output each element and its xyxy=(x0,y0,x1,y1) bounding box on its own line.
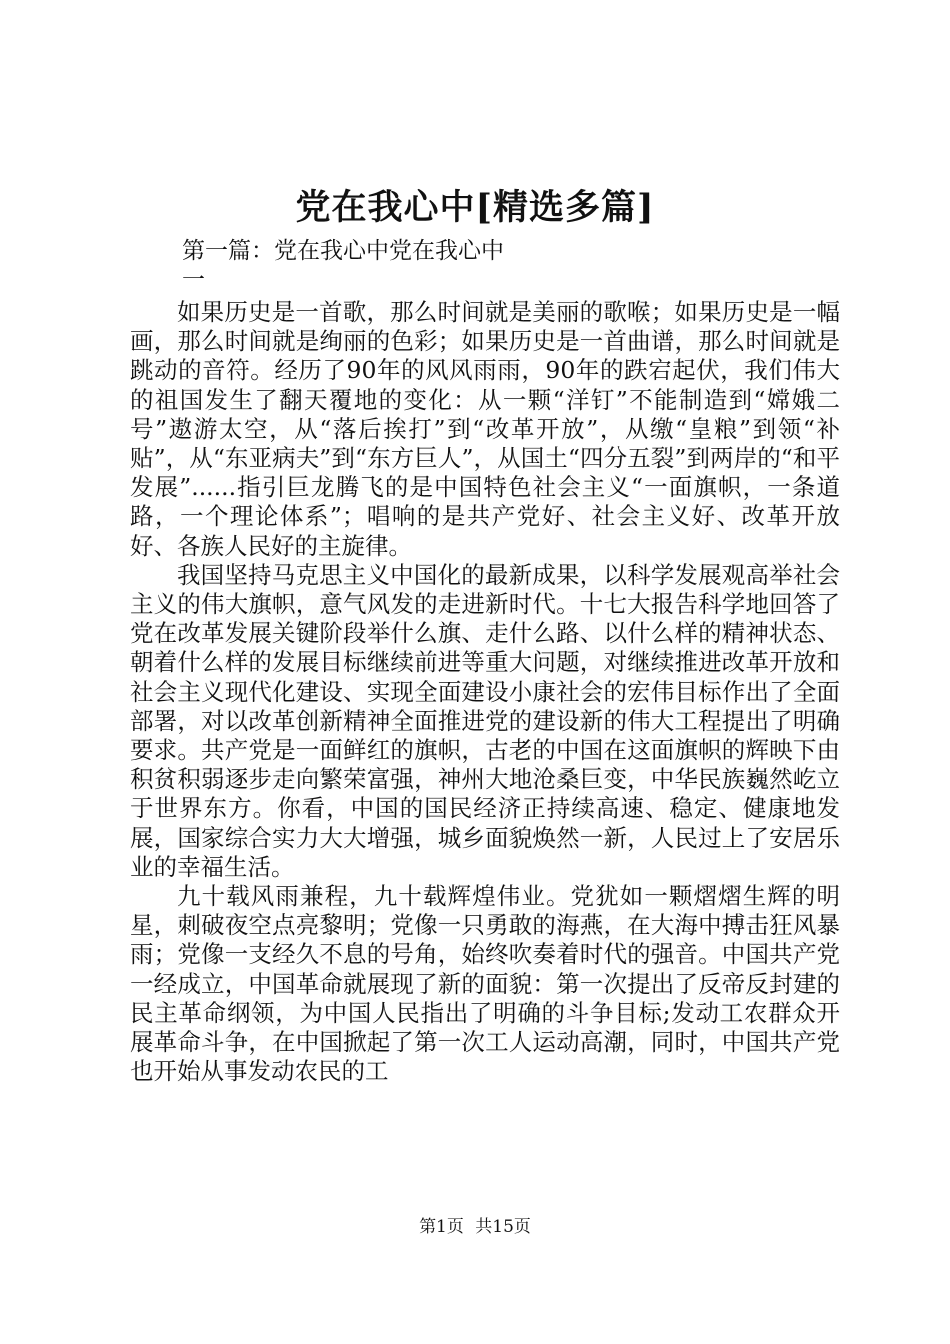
document-body xyxy=(130,298,840,1086)
paragraph-1: 如果历史是一首歌，那么时间就是美丽的歌喉；如果历史是一幅画，那么时间就是绚丽的色彩；如果历史是一首曲谱，那么时间就是跳动的音符。经历了90年的风风雨雨，90年的跌宕起伏，我们伟大的祖国发生了翻天覆地的变化：从一颗“洋钉”不能制造到“嫦娥二号”遨游太空，从“落后挨打”到“改革开放”，从缴“皇粮”到领“补贴”，从“东亚病夫”到“东方巨人”，从国土“四分五裂”到两岸的“和平发展”......指引巨龙腾飞的是中国特色社会主义“一面旗帜，一条道路，一个理论体系”；唱响的是共产党好、社会主义好、改革开放好、各族人民好的主旋律。 xyxy=(130,298,840,560)
page-number: 第1页 xyxy=(419,1217,464,1237)
section-subheading: 一 xyxy=(182,267,205,293)
document-title: 党在我心中[精选多篇] xyxy=(295,187,655,228)
page-total: 共15页 xyxy=(475,1217,531,1237)
page-footer xyxy=(0,1212,950,1237)
paragraph-2: 我国坚持马克思主义中国化的最新成果，以科学发展观高举社会主义的伟大旗帜，意气风发的走进新时代。十七大报告科学地回答了党在改革发展关键阶段举什么旗、走什么路、以什么样的精神状态、朝着什么样的发展目标继续前进等重大问题，对继续推进改革开放和社会主义现代化建设、实现全面建设小康社会的宏伟目标作出了全面部署，对以改革创新精神全面推进党的建设新的伟大工程提出了明确要求。共产党是一面鲜红的旗帜，古老的中国在这面旗帜的辉映下由积贫积弱逐步走向繁荣富强，神州大地沧桑巨变，中华民族巍然屹立于世界东方。你看，中国的国民经济正持续高速、稳定、健康地发展，国家综合实力大大增强，城乡面貌焕然一新，人民过上了安居乐业的幸福生活。 xyxy=(130,560,840,881)
section-heading: 第一篇：党在我心中党在我心中 xyxy=(182,238,504,264)
paragraph-3: 九十载风雨兼程，九十载辉煌伟业。党犹如一颗熠熠生辉的明星，刺破夜空点亮黎明；党像一只勇敢的海燕，在大海中搏击狂风暴雨；党像一支经久不息的号角，始终吹奏着时代的强音。中国共产党一经成立，中国革命就展现了新的面貌：第一次提出了反帝反封建的民主革命纲领，为中国人民指出了明确的斗争目标;发动工农群众开展革命斗争，在中国掀起了第一次工人运动高潮，同时，中国共产党也开始从事发动农民的工 xyxy=(130,882,840,1086)
